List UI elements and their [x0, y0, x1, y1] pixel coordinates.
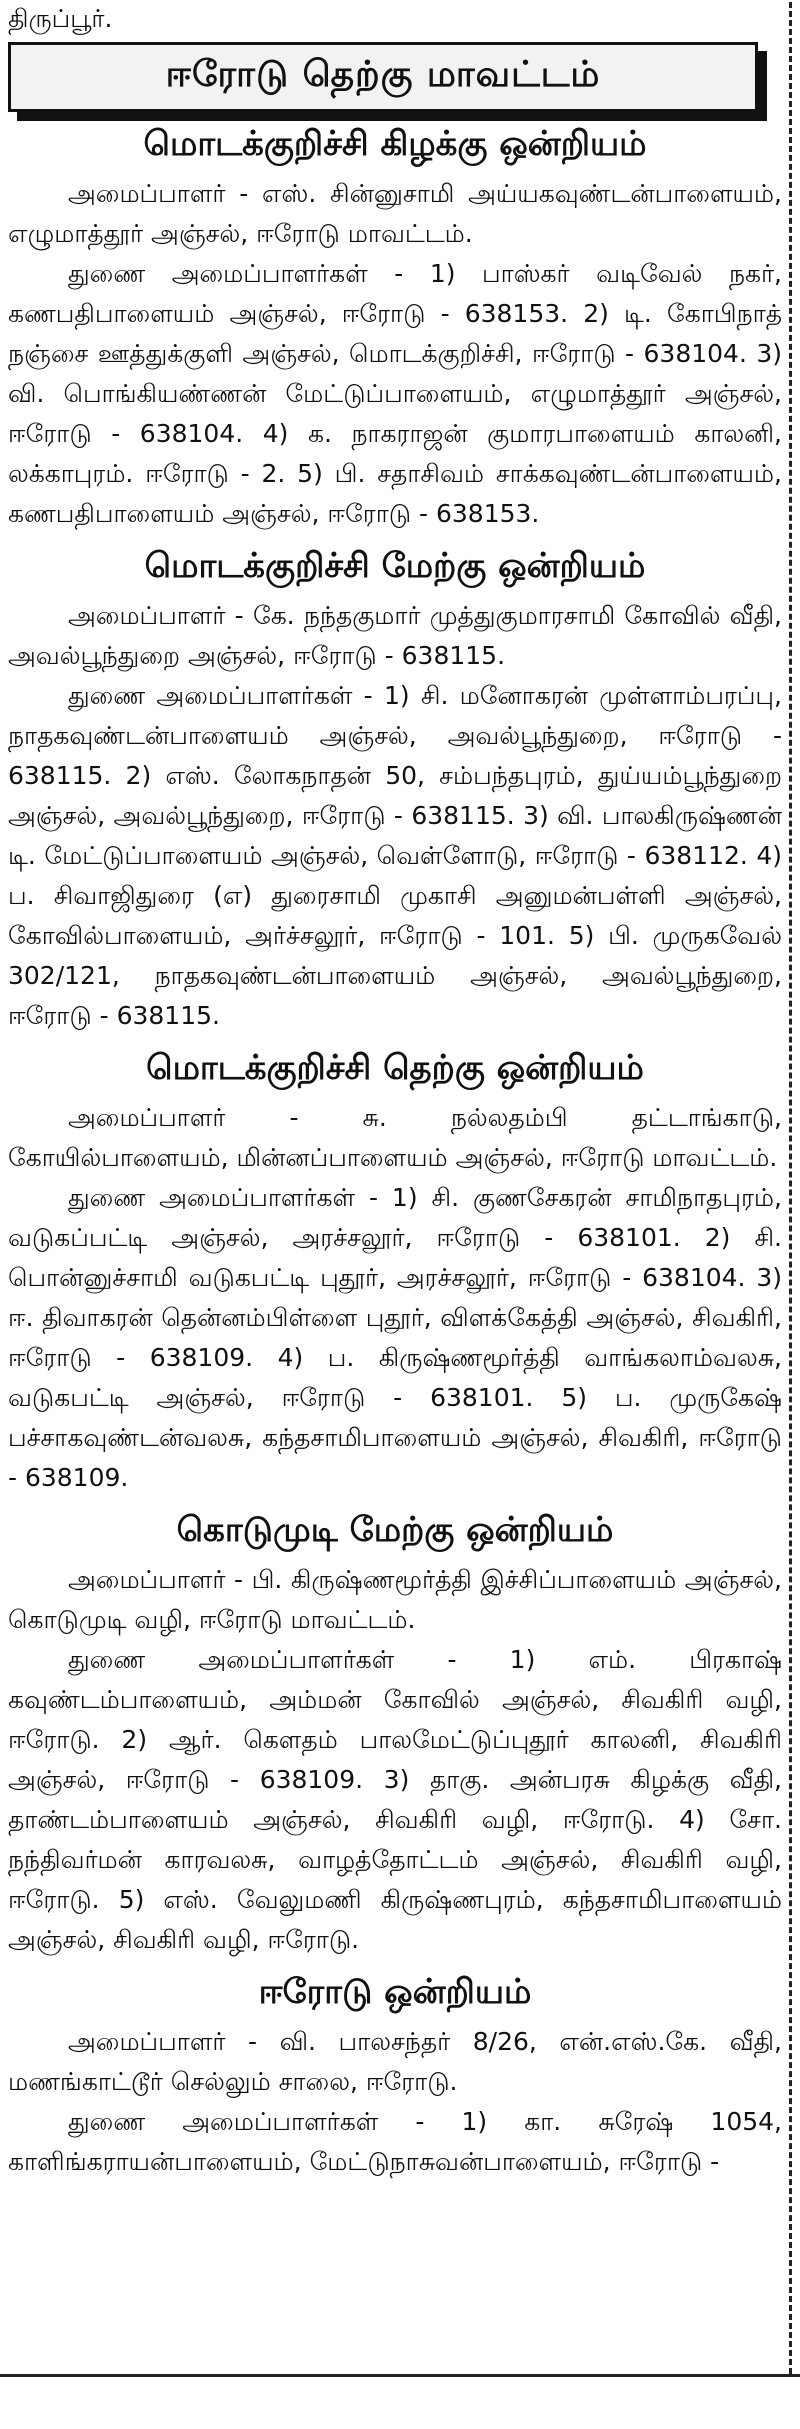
organizer-paragraph: அமைப்பாளர் - கே. நந்தகுமார் முத்துகுமாரசாமி கோவில் வீதி, அவல்பூந்துறை அஞ்சல், ஈரோடு - 638115. — [8, 601, 782, 670]
organizer-paragraph: அமைப்பாளர் - வி. பாலசந்தர் 8/26, என்.எஸ்.கே. வீதி, மணங்காட்டூர் செல்லும் சாலை, ஈரோடு. — [8, 2027, 782, 2096]
district-title: ஈரோடு தெற்கு மாவட்டம் — [165, 54, 601, 95]
union-section — [8, 1046, 782, 1498]
union-heading: கொடுமுடி மேற்கு ஒன்றியம் — [176, 1510, 614, 1550]
bottom-rule — [0, 2374, 800, 2377]
deputies-paragraph: துணை அமைப்பாளர்கள் - 1) சி. மனோகரன் முள்ளாம்பரப்பு, நாதகவுண்டன்பாளையம் அஞ்சல், அவல்பூந்துறை, ஈரோடு - 638115. 2) எஸ். லோகநாதன் 50, சம்பந்தபுரம், துய்யம்பூந்துறை அஞ்சல், அவல்பூந்துறை, ஈரோடு - 638115. 3) வி. பாலகிருஷ்ணன் டி. மேட்டுப்பாளையம் அஞ்சல், வெள்ளோடு, ஈரோடு - 638112. 4) ப. சிவாஜிதுரை (எ) துரைசாமி முகாசி அனுமன்பள்ளி அஞ்சல், கோவில்பாளையம், அர்ச்சலூர், ஈரோடு - 101. 5) பி. முருகவேல் 302/121, நாதகவுண்டன்பாளையம் அஞ்சல், அவல்பூந்துறை, ஈரோடு - 638115. — [8, 681, 782, 1030]
union-heading: மொடக்குறிச்சி தெற்கு ஒன்றியம் — [146, 1048, 644, 1088]
document-page — [0, 2, 800, 2429]
column-divider — [789, 2, 792, 2374]
union-section — [8, 122, 782, 534]
deputies-paragraph: துணை அமைப்பாளர்கள் - 1) கா. சுரேஷ் 1054, காளிங்கராயன்பாளையம், மேட்டுநாசுவன்பாளையம், ஈரோடு - — [8, 2107, 782, 2176]
organizer-paragraph: அமைப்பாளர் - எஸ். சின்னுசாமி அய்யகவுண்டன்பாளையம், எழுமாத்தூர் அஞ்சல், ஈரோடு மாவட்டம். — [8, 179, 782, 248]
district-title-box — [8, 42, 758, 112]
union-section — [8, 1508, 782, 1960]
union-heading: மொடக்குறிச்சி கிழக்கு ஒன்றியம் — [143, 124, 647, 164]
deputies-paragraph: துணை அமைப்பாளர்கள் - 1) எம். பிரகாஷ் கவுண்டம்பாளையம், அம்மன் கோவில் அஞ்சல், சிவகிரி வழி, ஈரோடு. 2) ஆர். கௌதம் பாலமேட்டுப்புதூர் காலனி, சிவகிரி அஞ்சல், ஈரோடு - 638109. 3) தாகு. அன்பரசு கிழக்கு வீதி, தாண்டம்பாளையம் அஞ்சல், சிவகிரி வழி, ஈரோடு. 4) சோ. நந்திவர்மன் காரவலசு, வாழத்தோட்டம் அஞ்சல், சிவகிரி வழி, ஈரோடு. 5) எஸ். வேலுமணி கிருஷ்ணபுரம், கந்தசாமிபாளையம் அஞ்சல், சிவகிரி வழி, ஈரோடு. — [8, 1645, 782, 1954]
union-heading: ஈரோடு ஒன்றியம் — [258, 1972, 532, 2012]
organizer-paragraph: அமைப்பாளர் - பி. கிருஷ்ணமூர்த்தி இச்சிப்பாளையம் அஞ்சல், கொடுமுடி வழி, ஈரோடு மாவட்டம். — [8, 1565, 782, 1634]
union-section — [8, 1970, 782, 2182]
previous-section-tail: திருப்பூர். — [8, 4, 113, 33]
deputies-paragraph: துணை அமைப்பாளர்கள் - 1) சி. குணசேகரன் சாமிநாதபுரம், வடுகப்பட்டி அஞ்சல், அரச்சலூர், ஈரோடு - 638101. 2) சி. பொன்னுச்சாமி வடுகபட்டி புதூர், அரச்சலூர், ஈரோடு - 638104. 3) ஈ. திவாகரன் தென்னம்பிள்ளை புதூர், விளக்கேத்தி அஞ்சல், சிவகிரி, ஈரோடு - 638109. 4) ப. கிருஷ்ணமூர்த்தி வாங்கலாம்வலசு, வடுகபட்டி அஞ்சல், ஈரோடு - 638101. 5) ப. முருகேஷ் பச்சாகவுண்டன்வலசு, கந்தசாமிபாளையம் அஞ்சல், சிவகிரி, ஈரோடு - 638109. — [8, 1183, 782, 1492]
union-section — [8, 544, 782, 1036]
deputies-paragraph: துணை அமைப்பாளர்கள் - 1) பாஸ்கர் வடிவேல் நகர், கணபதிபாளையம் அஞ்சல், ஈரோடு - 638153. 2) டி. கோபிநாத் நஞ்சை ஊத்துக்குளி அஞ்சல், மொடக்குறிச்சி, ஈரோடு - 638104. 3) வி. பொங்கியண்ணன் மேட்டுப்பாளையம், எழுமாத்தூர் அஞ்சல், ஈரோடு - 638104. 4) க. நாகராஜன் குமாரபாளையம் காலனி, லக்காபுரம். ஈரோடு - 2. 5) பி. சதாசிவம் சாக்கவுண்டன்பாளையம், கணபதிபாளையம் அஞ்சல், ஈரோடு - 638153. — [8, 259, 782, 528]
union-heading: மொடக்குறிச்சி மேற்கு ஒன்றியம் — [144, 546, 646, 586]
organizer-paragraph: அமைப்பாளர் - சு. நல்லதம்பி தட்டாங்காடு, கோயில்பாளையம், மின்னப்பாளையம் அஞ்சல், ஈரோடு மாவட்டம். — [8, 1103, 782, 1172]
